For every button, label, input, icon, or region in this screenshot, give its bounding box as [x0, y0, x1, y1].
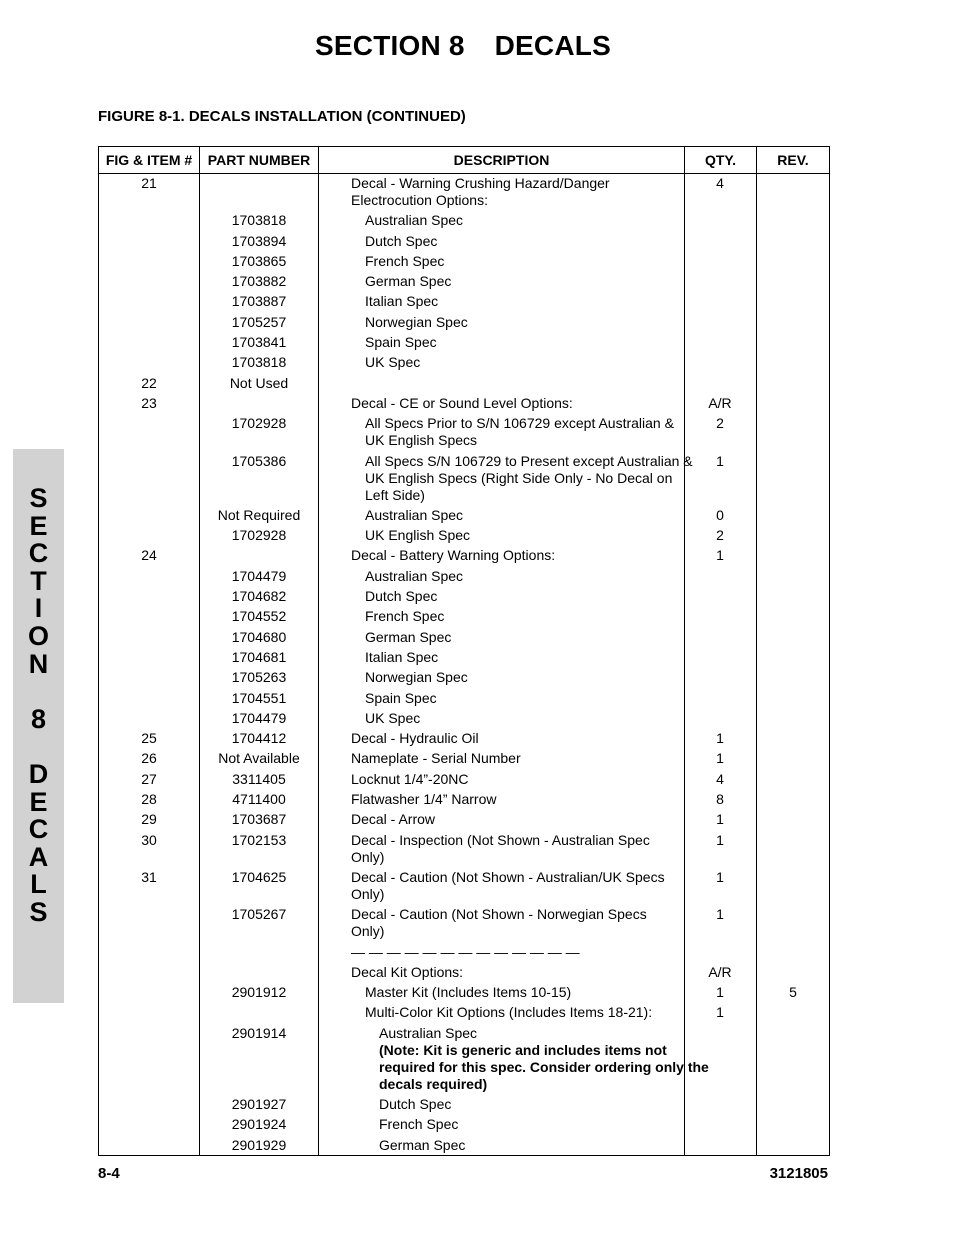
table-row: [99, 608, 829, 628]
description-cell: [351, 964, 681, 981]
table-row: [99, 395, 829, 415]
part-number-cell: 1704682: [231, 588, 287, 605]
part-number-cell: Not Required: [217, 506, 301, 523]
description-text: German Spec: [365, 273, 452, 290]
description-text: Flatwasher 1/4” Narrow: [351, 791, 497, 808]
header-rev: REV.: [777, 152, 809, 168]
part-number-cell: Not Used: [229, 374, 289, 391]
side-tab-letter: E: [29, 510, 48, 541]
table-row: [99, 233, 829, 253]
description-text: Decal - Battery Warning Options:: [351, 547, 556, 564]
section-name: DECALS: [494, 30, 611, 61]
qty-cell: 1: [716, 730, 724, 747]
description-cell: [351, 1137, 709, 1154]
side-tab-letter: [13, 733, 64, 761]
section-side-tab: [13, 449, 64, 1003]
table-row: [99, 750, 829, 770]
qty-cell: 1: [716, 452, 724, 469]
table-row: [99, 944, 829, 964]
part-number-cell: 1705386: [231, 452, 287, 469]
table-row: [99, 568, 829, 588]
description-text: Australian Spec: [365, 567, 464, 584]
table-row: [99, 527, 829, 547]
description-text: Italian Spec: [365, 293, 439, 310]
rev-cell: 5: [789, 984, 797, 1001]
part-number-cell: Not Available: [218, 750, 300, 767]
table-row: [99, 869, 829, 906]
fig-item-cell: 22: [141, 374, 157, 391]
part-number-cell: 3311405: [232, 770, 286, 787]
description-cell: [351, 1096, 709, 1113]
table-row: [99, 1096, 829, 1116]
side-tab-letter: T: [30, 565, 47, 596]
description-cell: [351, 690, 695, 707]
qty-cell: 4: [716, 175, 724, 191]
table-row: [99, 1004, 829, 1024]
table-row: [99, 771, 829, 791]
qty-cell: 2: [716, 415, 724, 432]
qty-cell: A/R: [708, 963, 732, 980]
description-text: Nameplate - Serial Number: [351, 750, 521, 767]
description-cell: [351, 293, 695, 310]
description-text: Decal - CE or Sound Level Options:: [351, 394, 573, 411]
part-number-cell: 1704412: [231, 730, 287, 747]
side-tab-letters: [13, 485, 64, 927]
figure-title: FIGURE 8-1. DECALS INSTALLATION (CONTINUED): [98, 108, 466, 125]
section-number: SECTION 8: [315, 30, 465, 61]
part-number-cell: 1704479: [231, 567, 287, 584]
part-number-cell: 2901927: [231, 1095, 287, 1112]
header-fig-item: FIG & ITEM #: [105, 152, 193, 168]
header-part-number: PART NUMBER: [207, 152, 311, 168]
side-tab-letter: D: [28, 758, 49, 789]
part-number-cell: 2901924: [231, 1116, 287, 1133]
description-text: UK Spec: [365, 354, 421, 371]
description-cell: [351, 212, 695, 229]
table-body: [99, 175, 829, 1157]
description-text: Australian Spec: [379, 1024, 478, 1041]
description-text: French Spec: [365, 252, 445, 269]
table-row: [99, 273, 829, 293]
description-cell: [351, 771, 681, 788]
table-row: [99, 212, 829, 232]
description-text: Decal - Hydraulic Oil: [351, 730, 479, 747]
side-tab-letter: A: [28, 841, 49, 872]
description-cell: [351, 649, 695, 666]
header-qty: QTY.: [704, 152, 737, 168]
description-cell: [351, 507, 695, 524]
qty-cell: 1: [716, 547, 724, 564]
description-text: Multi-Color Kit Options (Includes Items 18-21):: [365, 1004, 653, 1021]
fig-item-cell: 25: [141, 730, 157, 747]
part-number-cell: 1704681: [231, 648, 287, 665]
description-text: Norwegian Spec: [365, 313, 468, 330]
fig-item-cell: 24: [141, 547, 157, 564]
table-row: [99, 906, 829, 943]
parts-table: [98, 146, 830, 1156]
table-row: [99, 690, 829, 710]
part-number-cell: 1703865: [231, 252, 287, 269]
part-number-cell: 2901914: [231, 1024, 287, 1041]
description-text: Spain Spec: [365, 334, 437, 351]
description-text: Decal - Caution (Not Shown - Australian/UK Specs Only): [351, 868, 665, 902]
description-text: French Spec: [379, 1116, 459, 1133]
description-cell: [351, 354, 695, 371]
fig-item-cell: 30: [141, 831, 157, 848]
table-row: [99, 253, 829, 273]
description-text: Australian Spec: [365, 506, 464, 523]
table-row: [99, 649, 829, 669]
fig-item-cell: 26: [141, 750, 157, 767]
part-number-cell: 1703841: [231, 334, 287, 351]
description-text: Spain Spec: [365, 689, 437, 706]
description-text: Locknut 1/4”-20NC: [351, 770, 469, 787]
side-tab-letter: I: [34, 593, 43, 624]
side-tab-letter: O: [27, 620, 49, 651]
part-number-cell: 1703687: [231, 811, 287, 828]
side-tab-letter: E: [29, 786, 48, 817]
part-number-cell: 1704625: [231, 868, 287, 885]
side-tab-letter: N: [28, 648, 49, 679]
table-row: [99, 375, 829, 395]
header-divider: [99, 173, 829, 174]
description-text: Master Kit (Includes Items 10-15): [365, 984, 572, 1001]
table-row: [99, 669, 829, 689]
part-number-cell: 1703818: [231, 354, 287, 371]
table-row: [99, 588, 829, 608]
part-number-cell: 1702153: [231, 831, 287, 848]
part-number-cell: 1705263: [231, 669, 287, 686]
qty-cell: 8: [716, 791, 724, 808]
description-cell: [351, 273, 695, 290]
part-number-cell: 1704680: [231, 628, 287, 645]
description-cell: [351, 791, 681, 808]
header-description: DESCRIPTION: [453, 152, 550, 168]
part-number-cell: 1703818: [231, 212, 287, 229]
description-cell: [351, 1004, 695, 1021]
table-row: [99, 334, 829, 354]
part-number-cell: 1705257: [231, 313, 287, 330]
table-row: [99, 1137, 829, 1157]
part-number-cell: 1702928: [231, 527, 287, 544]
description-cell: [351, 314, 695, 331]
qty-cell: 1: [716, 984, 724, 1001]
table-row: [99, 1116, 829, 1136]
description-cell: [351, 629, 695, 646]
table-row: [99, 354, 829, 374]
fig-item-cell: 27: [141, 770, 157, 787]
table-row: [99, 453, 829, 507]
part-number-cell: 1704552: [231, 608, 287, 625]
table-row: [99, 984, 829, 1004]
side-tab-letter: L: [30, 869, 47, 900]
description-text: Dutch Spec: [379, 1095, 452, 1112]
part-number-cell: 2901929: [231, 1136, 287, 1153]
table-row: [99, 175, 829, 212]
qty-cell: 1: [716, 906, 724, 923]
description-cell: [351, 1025, 709, 1093]
part-number-cell: 4711400: [232, 791, 286, 808]
description-cell: [351, 527, 695, 544]
description-cell: [351, 811, 681, 828]
description-cell: [351, 588, 695, 605]
table-row: [99, 507, 829, 527]
table-row: [99, 293, 829, 313]
qty-cell: 1: [716, 750, 724, 767]
side-tab-letter: 8: [30, 703, 47, 734]
description-cell: [351, 944, 681, 961]
fig-item-cell: 31: [141, 868, 157, 885]
description-text: Decal Kit Options:: [351, 963, 464, 980]
part-number-cell: 1703887: [231, 293, 287, 310]
description-text: German Spec: [365, 628, 452, 645]
description-text: Dutch Spec: [365, 232, 438, 249]
table-row: [99, 629, 829, 649]
description-text: Decal - Inspection (Not Shown - Australian Spec Only): [351, 831, 650, 865]
table-row: [99, 1025, 829, 1096]
description-cell: [351, 334, 695, 351]
table-row: [99, 832, 829, 869]
description-text: UK English Spec: [365, 527, 471, 544]
side-tab-letter: S: [29, 483, 48, 513]
description-text: French Spec: [365, 608, 445, 625]
description-text: Decal - Arrow: [351, 811, 436, 828]
fig-item-cell: 21: [141, 175, 157, 191]
page-number: 8-4: [98, 1165, 120, 1182]
fig-item-cell: 28: [141, 791, 157, 808]
side-tab-letter: C: [28, 814, 49, 845]
description-text: Decal - Warning Crushing Hazard/Danger Electrocution Options:: [351, 175, 610, 208]
description-text: Decal - Caution (Not Shown - Norwegian Specs Only): [351, 906, 647, 940]
description-text: German Spec: [379, 1136, 466, 1153]
description-cell: [351, 869, 681, 903]
table-row: [99, 964, 829, 984]
description-text: All Specs Prior to S/N 106729 except Australian & UK English Specs: [365, 415, 674, 449]
part-number-cell: 1703882: [231, 273, 287, 290]
table-row: [99, 730, 829, 750]
part-number-cell: 1704551: [231, 689, 287, 706]
description-cell: [351, 253, 695, 270]
description-cell: [351, 710, 695, 727]
section-heading: [0, 30, 926, 62]
side-tab-letter: S: [29, 896, 48, 927]
table-row: [99, 710, 829, 730]
qty-cell: 1: [716, 1004, 724, 1021]
description-cell: [351, 395, 681, 412]
table-row: [99, 811, 829, 831]
document-number: 3121805: [769, 1165, 828, 1182]
description-text: UK Spec: [365, 709, 421, 726]
description-text: Dutch Spec: [365, 588, 438, 605]
description-note: (Note: Kit is generic and includes items not required for this spec. Consider ordering only the decals required): [379, 1041, 709, 1092]
table-row: [99, 547, 829, 567]
part-number-cell: 1703894: [231, 232, 287, 249]
description-text: Italian Spec: [365, 648, 439, 665]
description-cell: [351, 750, 681, 767]
description-cell: [351, 906, 681, 940]
qty-cell: A/R: [708, 394, 732, 411]
description-cell: [351, 547, 681, 564]
part-number-cell: 2901912: [231, 984, 287, 1001]
description-cell: [351, 832, 681, 866]
qty-cell: 1: [716, 831, 724, 848]
part-number-cell: 1704479: [231, 709, 287, 726]
qty-cell: 1: [716, 868, 724, 885]
description-cell: [351, 568, 695, 585]
description-cell: [351, 415, 695, 449]
table-row: [99, 415, 829, 452]
part-number-cell: 1705267: [231, 906, 287, 923]
qty-cell: 4: [716, 770, 724, 787]
qty-cell: 1: [716, 811, 724, 828]
side-tab-letter: [13, 678, 64, 706]
qty-cell: 0: [716, 506, 724, 523]
description-cell: [351, 608, 695, 625]
side-tab-letter: C: [28, 538, 49, 569]
description-cell: [351, 730, 681, 747]
qty-cell: 2: [716, 527, 724, 544]
description-cell: [351, 669, 695, 686]
description-text: Norwegian Spec: [365, 669, 468, 686]
description-text: All Specs S/N 106729 to Present except Australian & UK English Specs (Right Side Only - No Decal on Left Side): [365, 452, 693, 503]
description-cell: [351, 175, 681, 209]
table-row: [99, 791, 829, 811]
description-cell: [351, 453, 695, 504]
description-cell: [351, 233, 695, 250]
fig-item-cell: 23: [141, 394, 157, 411]
description-text: Australian Spec: [365, 212, 464, 229]
description-text: — — — — — — — — — — — — —: [351, 943, 580, 960]
part-number-cell: 1702928: [231, 415, 287, 432]
table-row: [99, 314, 829, 334]
description-cell: [351, 1116, 709, 1133]
fig-item-cell: 29: [141, 811, 157, 828]
description-cell: [351, 984, 695, 1001]
